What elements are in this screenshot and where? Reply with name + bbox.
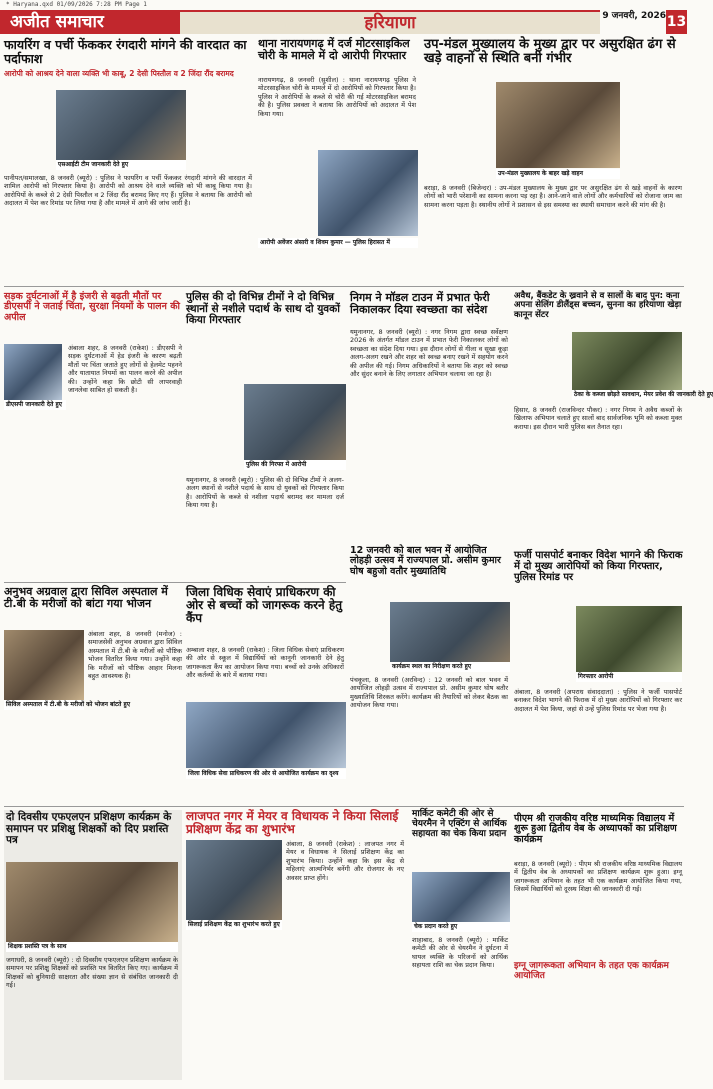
file-info: * Haryana.qxd 01/09/2026 7:28 PM Page 1 [6,1,147,8]
article-body: अम्बाला शहर, 8 जनवरी (राकेश) : जिला विधिक सेवाएं प्राधिकरण की ओर से स्कूल में विद्यार्थियों को कानूनी जानकारी देने हेतु जागरूकता कैंप का आयोजन किया गया। बच्चों को उनके अधिकारों और कर्तव्यों के बारे में बताया गया। [186,646,344,680]
story-encroachment-drive [514,291,713,546]
story-fln-training [4,810,182,1080]
photo-caption: पुलिस की गिरफ्त में आरोपी [244,460,346,470]
news-photo [4,344,62,400]
story-fake-passport [514,550,684,812]
news-photo [186,702,346,768]
article-body: जगाधरी, 8 जनवरी (ब्यूरो) : दो दिवसीय एफएलएन प्रशिक्षण कार्यक्रम के समापन पर प्रशिक्षु शिक्षकों को प्रशस्ति पत्र वितरित किए गए। कार्यक्रम में शिक्षकों को बुनियादी साक्षरता और संख्या ज्ञान से संबंधित जानकारी दी गई। [6,956,178,990]
issue-date: 9 जनवरी, 2026 [602,11,666,21]
headline: फायरिंग व पर्ची फेंककर रंगदारी मांगने की वारदात का पर्दाफाश [4,37,247,66]
photo-caption: एसआईटी टीम जानकारी देते हुए [56,160,186,170]
news-photo [4,630,84,700]
article-body: अंबाला शहर, 8 जनवरी (मनोज) : समाजसेवी अनुभव अग्रवाल द्वारा सिविल अस्पताल में टी.बी के मरीजों को पौष्टिक भोजन वितरित किया गया। उन्होंने कहा कि मरीजों को पौष्टिक आहार मिलना बहुत आवश्यक है। [88,630,182,681]
headline: 12 जनवरी को बाल भवन में आयोजित लोहड़ी उत्सव में राज्यपाल प्रो. असीम कुमार घोष बहुजो वतौर मुख्यातिथि [350,545,501,577]
story-drug-arrests [186,292,346,582]
photo-caption: जिला विधिक सेवा प्राधिकरण की ओर से आयोजित कार्यक्रम का दृश्य [186,769,346,779]
headline: दो दिवसीय एफएलएन प्रशिक्षण कार्यक्रम के समापन पर प्रशिक्षु शिक्षकों को दिए प्रशस्ति पत्र [6,811,172,847]
subheadline: इग्नू जागरूकता अभियान के तहत एक कार्यक्रम आयोजित [514,961,669,981]
headline: मार्किट कमेटी की ओर से चेयरमैन ने एक्टिंग से आर्थिक सहायता का चेक किया प्रदान [412,809,507,839]
article-body: बराड़ा, 8 जनवरी (ब्यूरो) : पीएम श्री राजकीय वरिष्ठ माध्यमिक विद्यालय में द्वितीय वेब के अध्यापकों का प्रशिक्षण कार्यक्रम शुरू हुआ। इग्नू जागरूकता अभियान के तहत भी एक कार्यक्रम आयोजित किया गया, जिसमें विद्यार्थियों को दूरस्थ शिक्षा की जानकारी दी गई। [514,860,682,894]
subhead: आरोपी को आश्रय देने वाला व्यक्ति भी काबू, 2 देसी पिस्तौल व 2 जिंदा रौंद बरामद [4,68,234,78]
headline: फर्जी पासपोर्ट बनाकर विदेश भागने की फिराक में दो मुख्य आरोपियों को किया गिरफ्तार, पुलिस रिमांड पर [514,550,683,583]
photo-caption: सिविल अस्पताल में टी.बी के मरीजों को भोजन बांटते हुए [6,701,131,708]
photo-caption: शिक्षक प्रशस्ति पत्र के साथ [6,942,178,952]
headline: निगम ने मॉडल टाउन में प्रभात फेरी निकालकर दिया स्वच्छता का संदेश [350,291,490,317]
news-photo [56,90,186,160]
story-sewing-centre [186,810,406,1080]
article-body: पानीपत/समालखा, 8 जनवरी (ब्यूरो) : पुलिस ने फायरिंग व पर्ची फेंककर रंगदारी मांगने की वारदात में शामिल आरोपी को गिरफ्तार किया है। आरोपी को आश्रय देने वाले व्यक्ति को भी काबू किया गया है। आरोपियों के कब्जे से 2 देसी पिस्तौल व 2 जिंदा रौंद बरामद किए गए हैं। पुलिस ने बताया कि आरोपी को अदालत में पेश कर रिमांड पर लिया गया है और मामले में आगे की जांच जारी है। [4,174,252,208]
section-title: अजीत समाचार [0,10,180,34]
story-road-accidents [4,292,182,582]
photo-caption: डीएसपी जानकारी देते हुए [4,400,66,410]
photo-caption: कार्यक्रम स्थल का निरीक्षण करते हुए [390,662,510,672]
article-body: अंबाला, 8 जनवरी (राकेश) : लाजपत नगर में मेयर व विधायक ने सिलाई प्रशिक्षण केंद्र का शुभारंभ किया। उन्होंने कहा कि इस केंद्र से महिलाएं आत्मनिर्भर बनेंगी और रोजगार के नए अवसर प्राप्त होंगे। [286,840,404,882]
story-tb-patients-meal [4,586,182,804]
article-body: बराड़ा, 8 जनवरी (बिजेन्दर) : उप-मंडल मुख्यालय के मुख्य द्वार पर असुरक्षित ढंग से खड़े वाहनों के कारण लोगों को भारी परेशानी का सामना करना पड़ रहा है। आने-जाने वाले लोगों और कर्मचारियों को रोजाना जाम का सामना करना पड़ता है। स्थानीय लोगों ने प्रशासन से इस समस्या का स्थायी समाधान करने की मांग की है। [424,184,682,209]
headline: सड़क दुर्घटनाओं में है इंजरी से बढ़ती मौतों पर डीएसपी ने जताई चिंता, सुरक्षा नियमों के पालन की अपील [4,291,180,323]
news-photo [244,384,346,460]
article-body: नारायणगढ़, 8 जनवरी (सुशील) : थाना नारायणगढ़ पुलिस ने मोटरसाइकिल चोरी के मामले में दो आरोपियों को गिरफ्तार किया है। पुलिस ने आरोपियों के कब्जे से चोरी की गई मोटरसाइकिल बरामद की है। पुलिस प्रवक्ता ने बताया कि आरोपियों को अदालत में पेश किया गया। [258,76,416,118]
story-lohri-festival [350,546,510,804]
article-body: पंचकूला, 8 जनवरी (अरविन्द) : 12 जनवरी को बाल भवन में आयोजित लोहड़ी उत्सव में राज्यपाल प्रो. असीम कुमार घोष बतौर मुख्यातिथि शिरकत करेंगे। कार्यक्रम की तैयारियों को लेकर बैठक का आयोजन किया गया। [350,676,508,710]
article-body: अंबाला शहर, 8 जनवरी (राकेश) : डीएसपी ने सड़क दुर्घटनाओं में हेड इंजरी के कारण बढ़ती मौतों पर चिंता जताते हुए लोगों से हेलमेट पहनने और यातायात नियमों का पालन करने की अपील की। उन्होंने कहा कि छोटी सी लापरवाही जानलेवा साबित हो सकती है। [68,344,182,395]
news-photo [572,332,682,390]
headline: थाना नारायणगढ़ में दर्ज मोटरसाइकिल चोरी के मामले में दो आरोपी गिरफ्तार [258,37,410,63]
divider [4,582,346,583]
story-motorcycle-theft [258,38,418,256]
news-photo [318,150,418,236]
headline: पीएम श्री राजकीय वरिष्ठ माध्यमिक विद्यालय में शुरू हुआ द्वितीय वेब के अध्यापकों का प्रशिक्षण कार्यक्रम [514,813,677,845]
page-number: 13 [666,10,687,34]
article-body: हिसार, 8 जनवरी (राजविन्दर पौकर) : नगर निगम ने अवैध कब्जों के खिलाफ अभियान चलाते हुए सालों बाद सार्वजनिक भूमि को कब्जा मुक्त कराया। इस दौरान भारी पुलिस बल तैनात रहा। [514,406,682,431]
news-photo [576,606,682,672]
divider [4,286,684,287]
page-section-title: हरियाणा [180,10,600,34]
headline: अवैध, बैंकडेट के ख्रवाने से व सालों के बाद पुन: कना अपना सेलिंग डीलैंड्स बच्चन, सुनना का हरियाणा खेड़ा कानून सेंटर [514,291,682,320]
story-teacher-training [514,814,684,1080]
photo-caption: आरोपी अवेंजर अंसारी व शिवम कुमार — पुलिस हिरासत में [258,238,418,248]
story-legal-awareness-camp [186,586,346,804]
masthead [0,10,687,34]
photo-caption: सिलाई प्रशिक्षण केंद्र का शुभारंभ करते हुए [186,920,282,930]
headline: अनुभव अग्रवाल द्वारा सिविल अस्पताल में टी.बी के मरीजों को बांटा गया भोजन [4,585,168,611]
headline: लाजपत नगर में मेयर व विधायक ने किया सिलाई प्रशिक्षण केंद्र का शुभारंभ [186,809,399,837]
headline: पुलिस की दो विभिन्न टीमों ने दो विभिन्न स्थानों से नशीले पदार्थ के साथ दो युवकों किया गिरफ्तार [186,291,340,327]
news-photo [390,602,510,662]
photo-caption: ठेका के कब्जा छोड़ते सावधान, मेयर प्रवेश की जानकारी देते हुए [574,391,713,398]
headline: जिला विधिक सेवाएं प्राधिकरण की ओर से बच्चों को जागरूक करने हेतु कैंप [186,585,343,626]
photo-caption: चेक प्रदान करते हुए [412,922,510,932]
headline: उप-मंडल मुख्यालय के मुख्य द्वार पर असुरक्षित ढंग से खड़े वाहनों से स्थिति बनी गंभीर [424,37,676,67]
article-body: अंबाला, 8 जनवरी (अपराध संवाददाता) : पुलिस ने फर्जी पासपोर्ट बनाकर विदेश भागने की फिराक में दो मुख्य आरोपियों को गिरफ्तार कर अदालत में पेश किया, जहां से उन्हें पुलिस रिमांड पर भेजा गया है। [514,688,682,713]
story-market-committee-cheque [412,810,510,1080]
story-fir-extortion [4,38,252,256]
divider [4,806,684,807]
photo-caption: गिरफ्तार आरोपी [576,672,682,682]
article-body: यमुनानगर, 8 जनवरी (ब्यूरो) : नगर निगम द्वारा स्वच्छ सर्वेक्षण 2026 के अंतर्गत मॉडल टाउन में प्रभात फेरी निकालकर लोगों को स्वच्छता का संदेश दिया गया। इस दौरान लोगों से गीला व सूखा कूड़ा अलग-अलग रखने और शहर को स्वच्छ बनाए रखने में सहयोग करने की अपील की गई। निगम अधिकारियों ने बताया कि शहर को स्वच्छ और सुंदर बनाने के लिए लगातार अभियान चलाया जा रहा है। [350,328,508,379]
story-cleanliness-rally [350,292,510,542]
article-body: शाहाबाद, 8 जनवरी (ब्यूरो) : मार्किट कमेटी की ओर से चेयरमैन ने दुर्घटना में घायल व्यक्ति के परिजनों को आर्थिक सहायता राशि का चेक प्रदान किया। [412,936,508,970]
photo-caption: उप-मंडल मुख्यालय के बाहर खड़े वाहन [496,169,620,179]
story-unsafe-parking [424,38,684,286]
news-photo [496,82,620,168]
article-body: यमुनानगर, 8 जनवरी (ब्यूरो) : पुलिस की दो विभिन्न टीमों ने अलग-अलग स्थानों से नशीले पदार्थ के साथ दो युवकों को गिरफ्तार किया है। आरोपियों के कब्जे से नशीला पदार्थ बरामद कर मामला दर्ज किया गया है। [186,476,344,510]
news-photo [6,862,178,942]
news-photo [412,872,510,922]
news-photo [186,840,282,920]
